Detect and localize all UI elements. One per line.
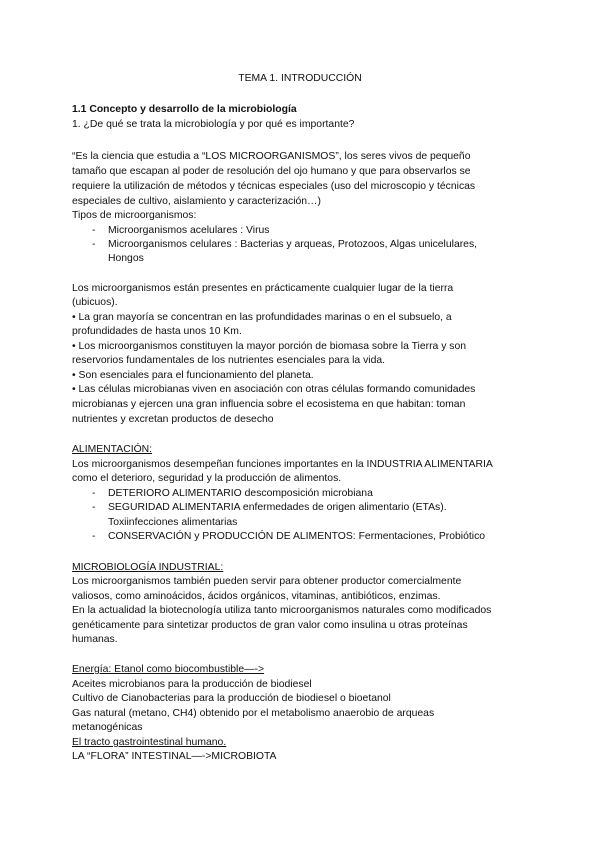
presence-line: • Los microorganismos constituyen la mayor porción de biomasa sobre la Tierra y son (72, 341, 467, 352)
alimentacion-heading: ALIMENTACIÓN: (72, 444, 153, 455)
presence-line: Los microorganismos están presentes en prácticamente cualquier lugar de la tierra (72, 283, 454, 294)
definition-line: especiales de cultivo, aislamiento y caracterización…) (72, 196, 321, 207)
list-item-continued: Hongos (108, 253, 144, 264)
presence-line: microbianas y ejercen una gran influencia sobre el ecosistema en que habitan: toman (72, 399, 466, 410)
alimentacion-intro: como el deterioro, seguridad y la producción de alimentos. (72, 473, 342, 484)
list-dash: - (92, 225, 96, 236)
presence-line: profundidades de hasta unos 10 Km. (72, 326, 242, 337)
energia-line: Cultivo de Cianobacterias para la producción de biodiesel o bioetanol (72, 693, 391, 704)
section-heading: 1.1 Concepto y desarrollo de la microbiología (72, 104, 297, 115)
energia-line: Aceites microbianos para la producción de biodiesel (72, 679, 312, 690)
presence-line: (ubicuos). (72, 297, 118, 308)
industrial-heading: MICROBIOLOGÍA INDUSTRIAL: (72, 562, 224, 573)
list-dash: - (92, 488, 96, 499)
definition-line: “Es la ciencia que estudia a “LOS MICROORGANISMOS”, los seres vivos de pequeño (72, 151, 471, 162)
industrial-line: En la actualidad la biotecnología utiliza tanto microorganismos naturales como modificados (72, 605, 492, 616)
definition-line: requiere la utilización de métodos y técnicas especiales (uso del microscopio y técnicas (72, 181, 476, 192)
list-dash: - (92, 531, 96, 542)
alimentacion-intro: Los microorganismos desempeñan funciones importantes en la INDUSTRIA ALIMENTARIA (72, 459, 493, 470)
list-item-continued: Toxiinfecciones alimentarias (108, 517, 238, 528)
list-item: Microorganismos celulares : Bacterias y arqueas, Protozoos, Algas unicelulares, (108, 239, 478, 250)
presence-line: • Las células microbianas viven en asociación con otras células formando comunidades (72, 384, 476, 395)
presence-line: reservorios fundamentales de los nutrientes esenciales para la vida. (72, 355, 386, 366)
energia-line: Gas natural (metano, CH4) obtenido por el metabolismo anaerobio de arqueas (72, 708, 435, 719)
industrial-line: humanas. (72, 634, 118, 645)
list-dash: - (92, 239, 96, 250)
list-item: DETERIORO ALIMENTARIO descomposición microbiana (108, 488, 373, 499)
industrial-line: valiosos, como aminoácidos, ácidos orgánicos, vitaminas, antibióticos, enzimas. (72, 591, 441, 602)
energia-line: metanogénicas (72, 722, 143, 733)
page-title: TEMA 1. INTRODUCCIÓN (238, 73, 362, 84)
list-dash: - (92, 502, 96, 513)
section-question: 1. ¿De qué se trata la microbiología y por qué es importante? (72, 119, 355, 130)
presence-line: nutrientes y excretan productos de desecho (72, 414, 274, 425)
presence-line: • La gran mayoría se concentran en las profundidades marinas o en el subsuelo, a (72, 312, 452, 323)
tracto-heading: El tracto gastrointestinal humano. (72, 737, 227, 748)
types-label: Tipos de microorganismos: (72, 210, 197, 221)
list-item: SEGURIDAD ALIMENTARIA enfermedades de origen alimentario (ETAs). (108, 502, 447, 513)
industrial-line: genéticamente para sintetizar productos de gran valor como insulina u otras proteínas (72, 620, 468, 631)
list-item: CONSERVACIÓN y PRODUCCIÓN DE ALIMENTOS: Fermentaciones, Probiótico (108, 531, 486, 542)
list-item: Microorganismos acelulares : Virus (108, 225, 270, 236)
energia-heading: Energía: Etanol como biocombustible—-> (72, 664, 265, 675)
tracto-line: LA “FLORA” INTESTINAL—->MICROBIOTA (72, 751, 277, 762)
presence-line: • Son esenciales para el funcionamiento del planeta. (72, 370, 314, 381)
definition-line: tamaño que escapan al poder de resolución del ojo humano y que para observarlos se (72, 166, 471, 177)
industrial-line: Los microorganismos también pueden servir para obtener productor comercialmente (72, 576, 462, 587)
